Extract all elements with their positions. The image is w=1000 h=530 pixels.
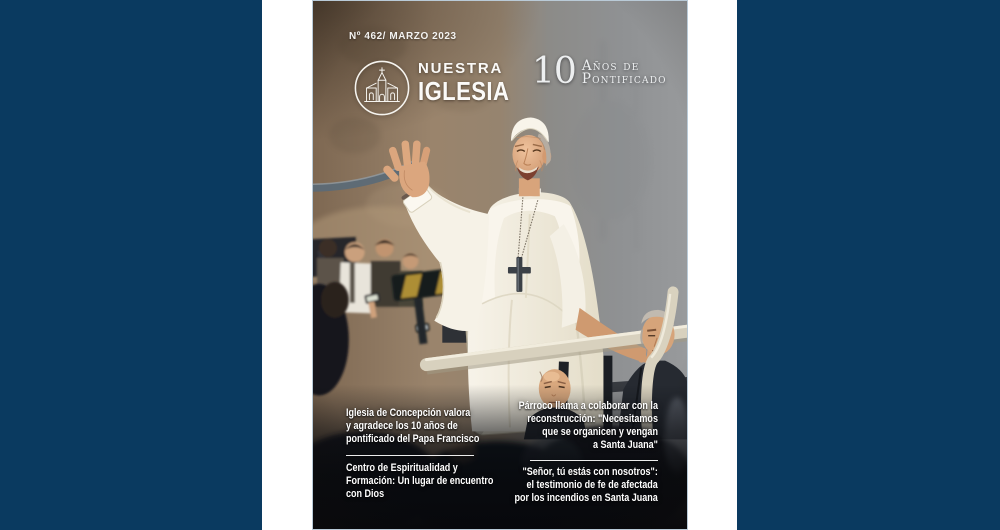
headline-right-bottom xyxy=(515,466,658,505)
headline-line: Párroco llama a colaborar con la xyxy=(518,400,658,412)
headline-right-top xyxy=(519,400,658,452)
headline-line: el testimonio de fe de afectada xyxy=(526,479,658,491)
headline-divider-right xyxy=(530,460,658,461)
headline-line: que se organicen y vengan xyxy=(542,426,658,438)
headline-line: pontificado del Papa Francisco xyxy=(346,433,480,445)
headline-line: reconstrucción: "Necesitamos xyxy=(527,413,658,425)
headline-divider-left xyxy=(346,455,474,456)
headline-line: "Señor, tú estás con nosotros": xyxy=(522,466,658,478)
masthead xyxy=(353,59,526,117)
headline-left-top xyxy=(346,407,479,446)
masthead-title xyxy=(418,60,526,106)
anniversary-banner xyxy=(532,51,667,92)
masthead-title-line1: NUESTRA xyxy=(418,60,504,77)
left-navy-panel xyxy=(0,0,262,530)
headline-line: por los incendios en Santa Juana xyxy=(514,492,658,504)
anniversary-line2: Pontificado xyxy=(581,70,667,87)
headline-line: a Santa Juana" xyxy=(593,439,658,451)
headline-line: Iglesia de Concepción valora xyxy=(346,407,471,419)
headline-line: y agradece los 10 años de xyxy=(346,420,458,432)
masthead-title-line2: IGLESIA xyxy=(418,76,510,106)
headline-line: Formación: Un lugar de encuentro xyxy=(346,475,494,487)
headline-line: con Dios xyxy=(346,488,385,500)
headline-line: Centro de Espiritualidad y xyxy=(346,462,458,474)
church-facade-icon xyxy=(353,59,411,117)
right-navy-panel xyxy=(737,0,1000,530)
issue-number: Nº 462/ MARZO 2023 xyxy=(349,30,457,42)
headline-left-bottom xyxy=(346,462,493,501)
magazine-cover xyxy=(312,0,688,530)
anniversary-line1: Años de xyxy=(581,58,640,74)
anniversary-text xyxy=(582,60,667,90)
anniversary-number: 10 xyxy=(532,51,576,92)
